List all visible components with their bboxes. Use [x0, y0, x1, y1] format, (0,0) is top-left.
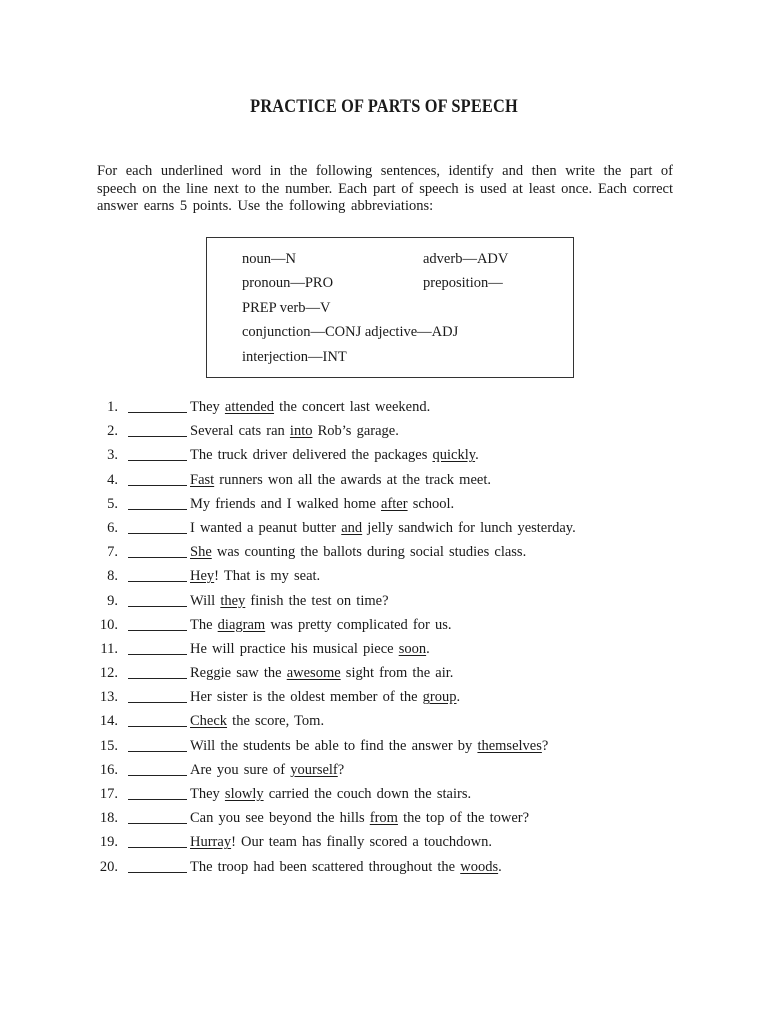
question-item	[0, 471, 768, 495]
answer-blank[interactable]	[128, 823, 187, 824]
sentence-text-after: sight from the air.	[340, 665, 454, 682]
question-number: 20.	[99, 858, 118, 875]
answer-blank[interactable]	[128, 847, 187, 848]
question-item	[0, 543, 768, 567]
question-number: 1.	[107, 399, 118, 415]
answer-blank[interactable]	[128, 485, 187, 486]
question-item	[0, 833, 768, 857]
sentence-text-after: school.	[407, 495, 455, 512]
question-item	[0, 712, 768, 736]
abbreviations-box	[206, 237, 574, 378]
underlined-word: after	[381, 495, 408, 512]
question-number: 5.	[107, 495, 118, 512]
sentence-text-before: The truck driver delivered the packages	[190, 447, 433, 464]
question-item	[0, 809, 768, 833]
answer-blank[interactable]	[128, 509, 187, 510]
question-number: 15.	[99, 737, 118, 754]
sentence-text-after: jelly sandwich for lunch yesterday.	[362, 519, 576, 536]
sentence-text-after: was counting the ballots during social studies class.	[211, 544, 527, 561]
question-sentence	[190, 519, 576, 537]
question-number: 11.	[100, 640, 118, 657]
question-item	[0, 785, 768, 809]
sentence-text-after: .	[456, 689, 461, 706]
question-list	[0, 398, 768, 882]
question-sentence	[190, 809, 529, 827]
question-number: 3.	[107, 447, 118, 464]
answer-blank[interactable]	[128, 581, 187, 582]
question-item	[0, 495, 768, 519]
underlined-word: Check	[190, 713, 228, 730]
answer-blank[interactable]	[128, 751, 187, 752]
underlined-word: group	[422, 689, 457, 706]
abbrev-noun: noun—N	[242, 251, 296, 267]
question-number: 16.	[99, 761, 118, 778]
question-number: 6.	[107, 519, 118, 536]
question-number: 18.	[99, 810, 118, 827]
underlined-word: Fast	[190, 471, 215, 488]
question-sentence	[190, 398, 430, 416]
sentence-text-before: The troop had been scattered throughout the	[190, 858, 461, 875]
answer-blank[interactable]	[128, 533, 187, 534]
underlined-word: they	[220, 592, 246, 609]
answer-blank[interactable]	[128, 460, 187, 461]
answer-blank[interactable]	[128, 775, 187, 776]
underlined-word: from	[369, 810, 398, 827]
question-item	[0, 567, 768, 591]
sentence-text-before: They	[190, 786, 225, 802]
sentence-text-before: Are you sure of	[190, 761, 291, 778]
sentence-text-after: finish the test on time?	[245, 592, 389, 609]
question-number: 13.	[99, 689, 118, 706]
question-sentence	[190, 471, 491, 489]
sentence-text-before: Reggie saw the	[190, 665, 287, 682]
underlined-word: slowly	[224, 786, 264, 802]
sentence-text-before: My friends and I walked home	[190, 495, 382, 512]
underlined-word: yourself	[290, 761, 338, 778]
answer-blank[interactable]	[128, 702, 187, 703]
underlined-word: soon	[398, 640, 427, 657]
question-sentence	[190, 664, 453, 682]
question-number: 12.	[99, 665, 118, 682]
sentence-text-after: was pretty complicated for us.	[265, 616, 452, 633]
answer-blank[interactable]	[128, 557, 187, 558]
sentence-text-before: Will	[190, 592, 221, 609]
sentence-text-after: ?	[541, 737, 549, 754]
answer-blank[interactable]	[128, 654, 187, 655]
underlined-word: themselves	[477, 737, 542, 754]
sentence-text-before: Will the students be able to find the answer by	[190, 737, 478, 754]
question-number: 19.	[99, 834, 118, 851]
sentence-text-after: ! That is my seat.	[214, 568, 321, 585]
question-sentence	[190, 712, 324, 730]
question-sentence	[190, 567, 320, 585]
sentence-text-before: He will practice his musical piece	[190, 640, 399, 657]
sentence-text-before: I wanted a peanut butter	[190, 519, 342, 536]
answer-blank[interactable]	[128, 799, 187, 800]
question-item	[0, 592, 768, 616]
sentence-text-after: .	[475, 447, 479, 464]
question-number: 8.	[107, 568, 118, 585]
answer-blank[interactable]	[128, 678, 187, 679]
instructions-paragraph: For each underlined word in the following sentences, identify and then write the part of speech on the line next to the number. Each part of speech is used at least once. Each correct answer earns 5 points. Use the following abbreviations:	[97, 163, 673, 214]
question-sentence	[190, 737, 548, 755]
sentence-text-before: Several cats ran	[190, 423, 290, 440]
abbrev-conjunction-adjective: conjunction—CONJ adjective—ADJ	[242, 324, 459, 340]
question-sentence	[190, 446, 479, 464]
sentence-text-before: Her sister is the oldest member of the	[190, 689, 423, 706]
question-sentence	[190, 640, 430, 658]
answer-blank[interactable]	[128, 630, 187, 631]
sentence-text-after: ?	[337, 761, 345, 778]
sentence-text-after: the score, Tom.	[227, 713, 325, 730]
sentence-text-after: runners won all the awards at the track meet.	[214, 471, 491, 488]
question-sentence	[190, 785, 471, 803]
answer-blank[interactable]	[128, 726, 187, 727]
question-number: 17.	[99, 786, 118, 802]
sentence-text-after: the concert last weekend.	[274, 399, 431, 415]
question-item	[0, 640, 768, 664]
underlined-word: into	[289, 423, 313, 440]
question-sentence	[190, 495, 454, 513]
abbrev-interjection: interjection—INT	[242, 349, 347, 365]
underlined-word: attended	[224, 399, 275, 415]
answer-blank[interactable]	[128, 606, 187, 607]
question-item	[0, 858, 768, 882]
underlined-word: quickly	[432, 447, 476, 464]
question-item	[0, 398, 768, 422]
question-number: 7.	[107, 544, 118, 561]
underlined-word: She	[190, 544, 212, 561]
question-sentence	[190, 688, 460, 706]
question-item	[0, 519, 768, 543]
question-sentence	[190, 616, 451, 634]
abbrev-adverb: adverb—ADV	[423, 251, 509, 267]
answer-blank[interactable]	[128, 872, 187, 873]
underlined-word: Hey	[190, 568, 215, 585]
question-sentence	[190, 592, 389, 610]
question-item	[0, 446, 768, 470]
question-sentence	[190, 422, 399, 440]
sentence-text-after: carried the couch down the stairs.	[263, 786, 472, 802]
sentence-text-after: ! Our team has finally scored a touchdown.	[231, 834, 493, 851]
underlined-word: diagram	[217, 616, 266, 633]
sentence-text-before: Can you see beyond the hills	[190, 810, 370, 827]
question-item	[0, 664, 768, 688]
question-number: 2.	[107, 423, 118, 440]
answer-blank[interactable]	[128, 436, 187, 437]
question-sentence	[190, 833, 492, 851]
question-number: 9.	[107, 592, 118, 609]
question-item	[0, 616, 768, 640]
abbrev-prep-verb: PREP verb—V	[242, 300, 331, 316]
question-number: 4.	[107, 471, 118, 488]
question-sentence	[190, 761, 344, 779]
question-item	[0, 422, 768, 446]
sentence-text-before: They	[190, 399, 225, 415]
sentence-text-after: Rob’s garage.	[312, 423, 399, 440]
question-sentence	[190, 543, 526, 561]
question-number: 14.	[99, 713, 118, 730]
underlined-word: Hurray	[190, 834, 232, 851]
abbrev-pronoun: pronoun—PRO	[242, 275, 334, 291]
underlined-word: and	[341, 519, 363, 536]
question-number: 10.	[99, 616, 118, 633]
underlined-word: woods	[460, 858, 499, 875]
answer-blank[interactable]	[128, 412, 187, 413]
question-item	[0, 737, 768, 761]
sentence-text-before: The	[190, 616, 218, 633]
abbrev-preposition: preposition—	[423, 275, 503, 291]
question-item	[0, 761, 768, 785]
question-item	[0, 688, 768, 712]
sentence-text-after: .	[498, 858, 502, 875]
sentence-text-after: the top of the tower?	[397, 810, 530, 827]
sentence-text-after: .	[426, 640, 430, 657]
underlined-word: awesome	[286, 665, 341, 682]
worksheet-title: PRACTICE OF PARTS OF SPEECH	[250, 96, 518, 117]
question-sentence	[190, 858, 502, 876]
